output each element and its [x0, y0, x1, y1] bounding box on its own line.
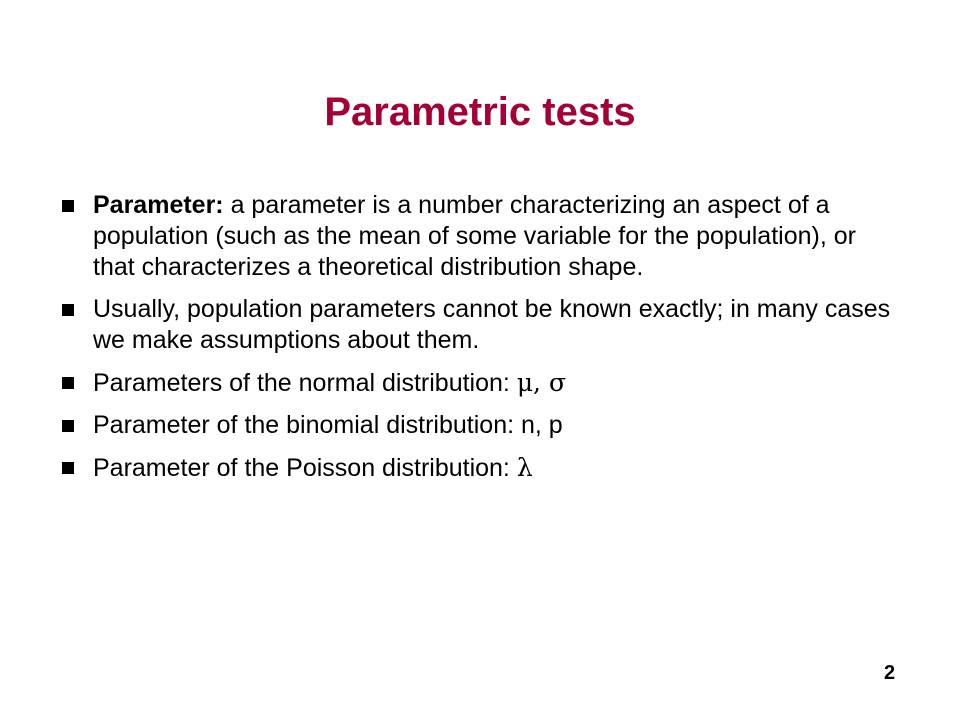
- greek-symbols: μ, σ: [516, 368, 567, 397]
- bullet-item-binomial-parameters: [60, 410, 900, 441]
- square-bullet-icon: [62, 377, 74, 389]
- square-bullet-icon: [62, 200, 74, 212]
- bullet-item-parameter-definition: [60, 190, 900, 283]
- bullet-text: a parameter is a number characterizing an aspect of a population (such as the mean of some variable for the population), or that characterizes a theoretical distribution shape.: [93, 191, 856, 281]
- greek-symbol: λ: [516, 453, 533, 482]
- square-bullet-icon: [62, 304, 74, 316]
- bullet-item-normal-parameters: [60, 367, 900, 399]
- bullet-text: Parameter of the Poisson distribution:: [93, 454, 517, 482]
- slide-title: Parametric tests: [324, 90, 636, 134]
- bullet-item-unknown-parameters: [60, 294, 900, 356]
- bullet-text: Usually, population parameters cannot be known exactly; in many cases we make assumptions about them.: [93, 295, 891, 354]
- square-bullet-icon: [62, 462, 74, 474]
- square-bullet-icon: [62, 420, 74, 432]
- bullet-term: Parameter:: [93, 191, 224, 219]
- bullet-item-poisson-parameter: [60, 452, 900, 484]
- bullet-text: Parameters of the normal distribution:: [93, 369, 517, 397]
- bullet-text: Parameter of the binomial distribution: n, p: [93, 411, 563, 439]
- bullet-list: [60, 190, 900, 495]
- page-number: 2: [884, 662, 896, 684]
